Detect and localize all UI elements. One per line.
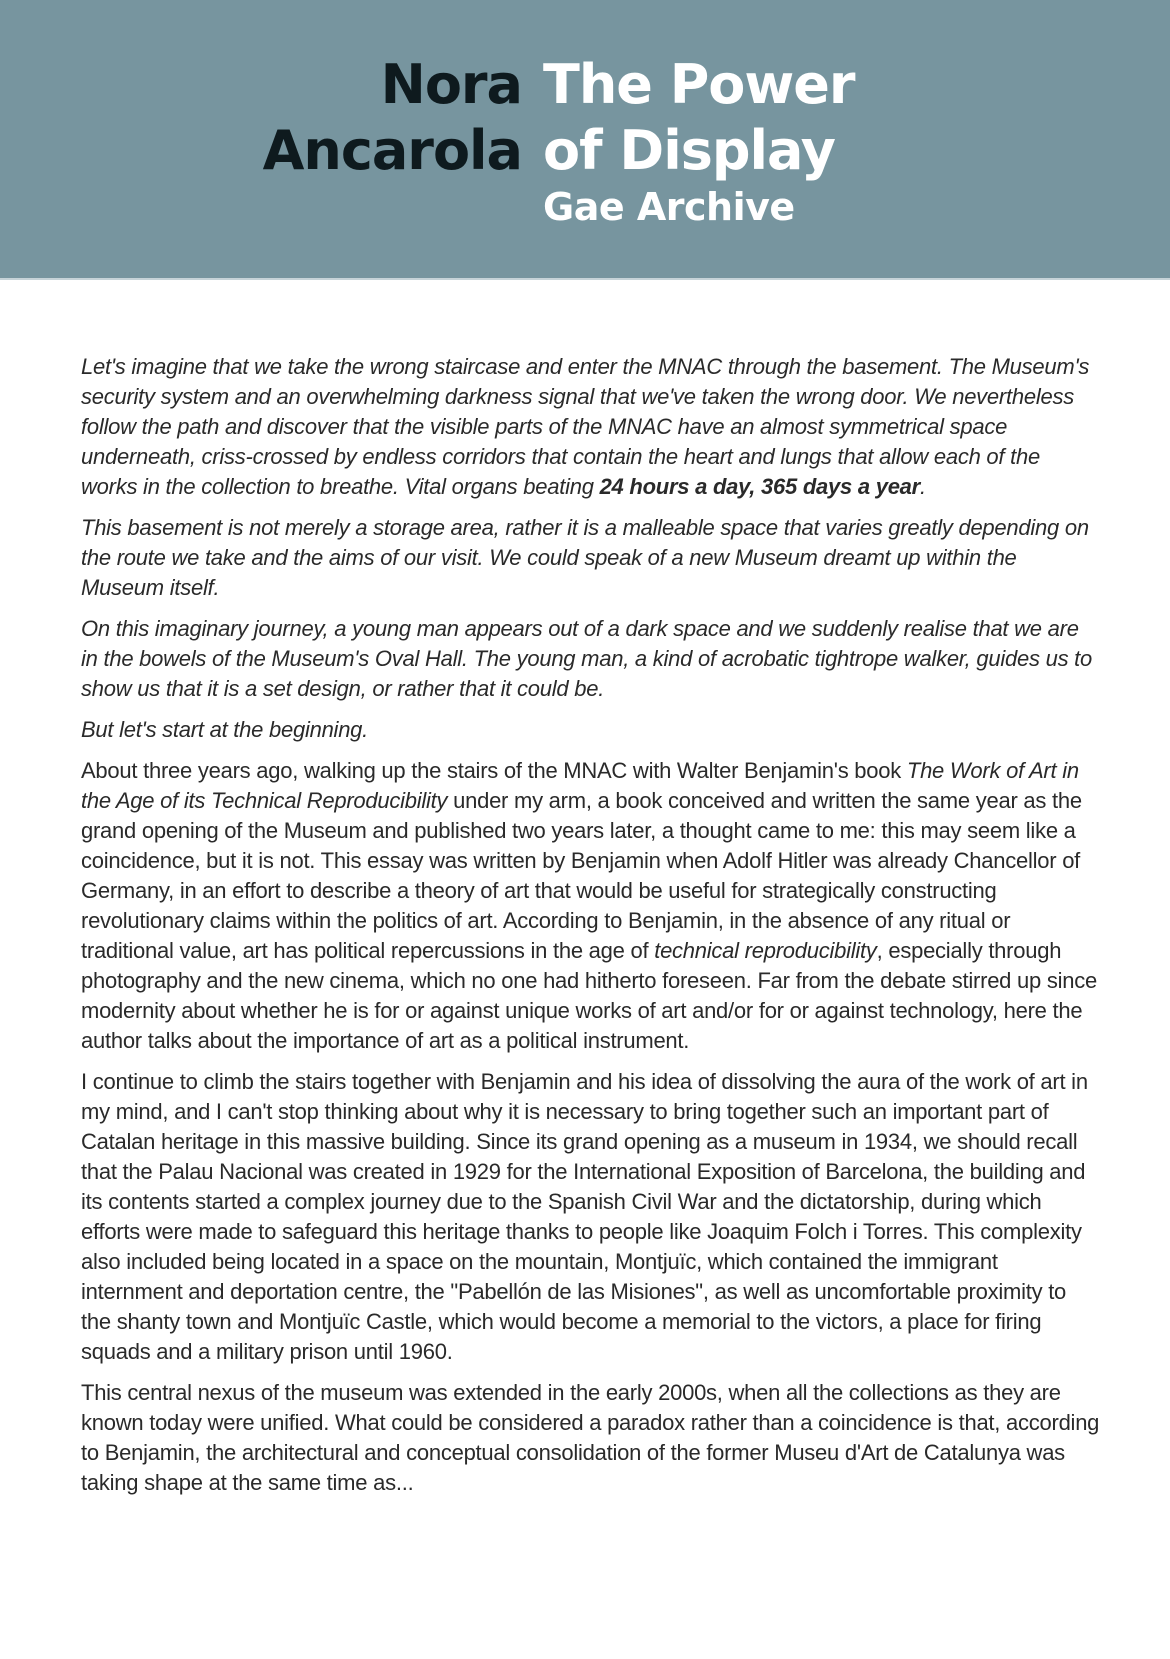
paragraph-body-2: I continue to climb the stairs together with Benjamin and his idea of dissolving the aura of the work of art in my mind, and I can't stop thinking about why it is necessary to bring together such an important part of Catalan heritage in this massive building. Since its grand opening as a museum in 1934, we should recall that the Palau Nacional was created in 1929 for the International Exposition of Barcelona, the building and its contents started a complex journey due to the Spanish Civil War and the dictatorship, during which efforts were made to safeguard this heritage thanks to people like Joaquim Folch i Torres. This complexity also included being located in a space on the mountain, Montjuïc, which contained the immigrant internment and deportation centre, the "Pabellón de las Misiones", as well as uncomfortable proximity to the shanty town and Montjuïc Castle, which would become a memorial to the victors, a place for firing squads and a military prison until 1960. <box>81 1069 1088 1364</box>
paragraph-intro-3: On this imaginary journey, a young man appears out of a dark space and we suddenly realise that we are in the bowels of the Museum's Oval Hall. The young man, a kind of acrobatic tightrope walker, guides us to show us that it is a set design, or rather that it could be. <box>81 616 1093 701</box>
author-name <box>263 52 522 184</box>
author-first-name: Nora <box>380 53 522 116</box>
emphasis-text: 24 hours a day, 365 days a year <box>599 474 920 499</box>
paragraph-intro-2: This basement is not merely a storage area, rather it is a malleable space that varies greatly depending on the route we take and the aims of our visit. We could speak of a new Museum dreamt up within the Museum itself. <box>81 515 1089 600</box>
paragraph-text: , especially through photography and the new cinema, which no one had hitherto foreseen. Far from the debate stirred up since modernity about whether he is for or against unique works of art and/or for or against technology, here the author talks about the importance of art as a political instrument. <box>81 938 1097 1053</box>
article-title-line-1: The Power <box>543 53 855 116</box>
article-title-line-2: of Display <box>543 119 836 182</box>
article-subtitle: Gae Archive <box>543 185 795 229</box>
page-header <box>0 0 1170 280</box>
emphasis-term: technical reproducibility <box>654 938 877 963</box>
book-title: The Work of Art in the Age of its Technical Reproducibility <box>81 758 1079 813</box>
article-body <box>81 352 1101 1509</box>
title-block <box>543 52 855 230</box>
paragraph-text: Let's imagine that we take the wrong staircase and enter the MNAC through the basement. The Museum's security system and an overwhelming darkness signal that we've taken the wrong door. We nevertheless follow the path and discover that the visible parts of the MNAC have an almost symmetrical space underneath, criss-crossed by endless corridors that contain the heart and lungs that allow each of the works in the collection to breathe. Vital organs beating <box>81 354 1090 499</box>
paragraph-text: . <box>919 474 926 499</box>
paragraph-text: under my arm, a book conceived and written the same year as the grand opening of the Museum and published two years later, a thought came to me: this may seem like a coincidence, but it is not. This essay was written by Benjamin when Adolf Hitler was already Chancellor of Germany, in an effort to describe a theory of art that would be useful for strategically constructing revolutionary claims within the politics of art. According to Benjamin, in the absence of any ritual or traditional value, art has political repercussions in the age of <box>81 788 1082 963</box>
paragraph-body-1 <box>81 756 1101 1056</box>
author-last-name: Ancarola <box>262 119 522 182</box>
paragraph-body-3: This central nexus of the museum was extended in the early 2000s, when all the collections as they are known today were unified. What could be considered a paradox rather than a coincidence is that, according to Benjamin, the architectural and conceptual consolidation of the former Museu d'Art de Catalunya was taking shape at the same time as... <box>81 1380 1100 1495</box>
paragraph-intro-1 <box>81 352 1101 502</box>
paragraph-text: About three years ago, walking up the stairs of the MNAC with Walter Benjamin's book <box>81 758 907 783</box>
paragraph-intro-4: But let's start at the beginning. <box>81 717 369 742</box>
